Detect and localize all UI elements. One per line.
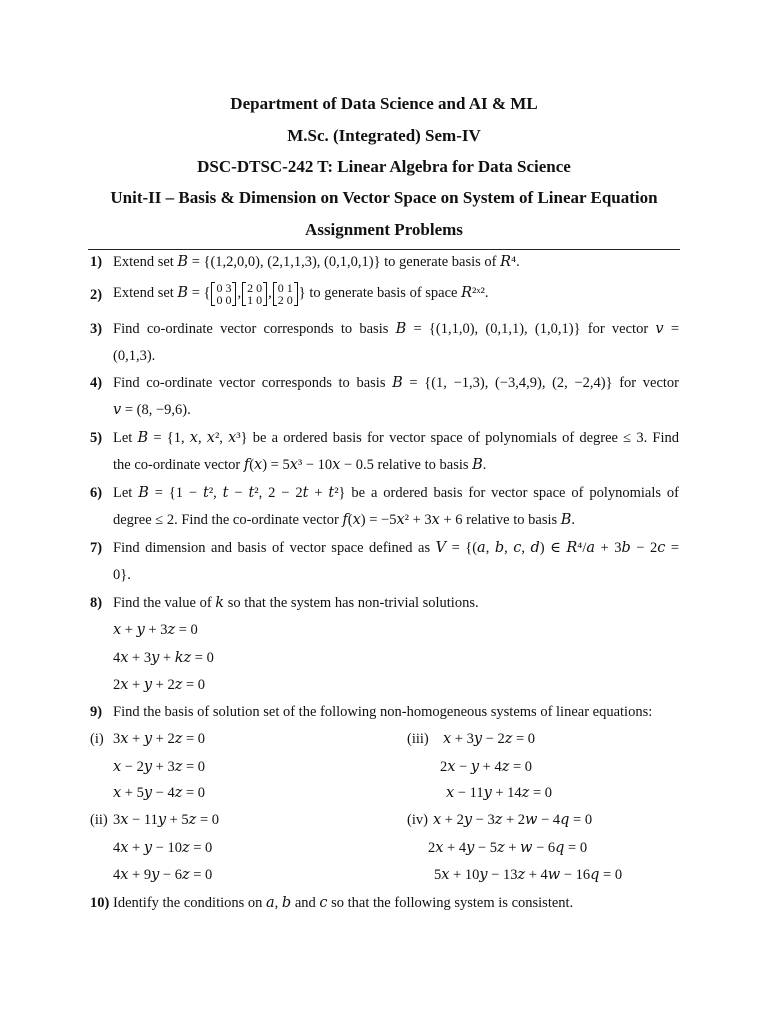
equation: 4𝑥 + 𝑦 − 10𝑧 = 0 [113,840,213,856]
matrix-row: 0 0 [216,292,232,307]
matrix-row: 0 1 [277,280,293,295]
question-4-line-2: 𝑣 = (8, −9,6). [113,402,191,418]
course-heading: DSC-DTSC-242 T: Linear Algebra for Data Science [197,157,571,176]
equation: 3𝑥 + 𝑦 + 2𝑧 = 0 [113,731,206,747]
equation: 𝑥 + 2𝑦 − 3𝑧 + 2𝑤 − 4𝑞 = 0 [433,812,593,828]
equation: 𝑥 + 5𝑦 − 4𝑧 = 0 [113,785,206,801]
equation: 𝑥 − 11𝑦 + 14𝑧 = 0 [446,785,553,801]
question-2-text: Extend set 𝐵 = { 0 3 0 0 , 2 0 1 0 , 0 1 2 0 } to generate basis of space 𝑅²ˣ². [113,280,489,307]
question-9-text: Find the basis of solution set of the following non-homogeneous systems of linear equations: [113,704,653,720]
question-number: 5) [90,430,103,446]
equation: 𝑥 + 𝑦 + 3𝑧 = 0 [113,622,198,638]
question-6-line-2: degree ≤ 2. Find the co-ordinate vector 𝑓(𝑥) = −5𝑥² + 3𝑥 + 6 relative to basis 𝐵. [113,512,576,528]
question-7-line-1: Find dimension and basis of vector space defined as 𝑉 = {(𝑎, 𝑏, 𝑐, 𝑑) ∈ 𝑅⁴/𝑎 + 3𝑏 − 2𝑐 = [113,540,679,556]
equation: 𝑥 − 2𝑦 + 3𝑧 = 0 [113,759,206,775]
equation: 2𝑥 + 4𝑦 − 5𝑧 + 𝑤 − 6𝑞 = 0 [428,840,588,856]
question-1-text: Extend set 𝐵 = {(1,2,0,0), (2,1,1,3), (0,1,0,1)} to generate basis of 𝑅⁴. [113,254,520,270]
equation: 2𝑥 − 𝑦 + 4𝑧 = 0 [440,759,533,775]
assignment-title: Assignment Problems [305,220,463,239]
question-6-line-1: Let 𝐵 = {1 − 𝑡², 𝑡 − 𝑡², 2 − 2𝑡 + 𝑡²} be a ordered basis for vector space of polynomials of [113,485,679,501]
question-number: 9) [90,704,103,720]
system-iv-label: (iv) [407,812,428,828]
department-heading: Department of Data Science and AI & ML [230,94,538,113]
equation: 5𝑥 + 10𝑦 − 13𝑧 + 4𝑤 − 16𝑞 = 0 [434,867,623,883]
matrix-3 [273,282,298,306]
system-iii-label: (iii) [407,731,429,747]
matrix-row: 2 0 [277,292,293,307]
question-number: 8) [90,595,103,611]
question-7-line-2: 0}. [113,567,131,583]
question-2-suffix: } to generate basis of space 𝑅²ˣ². [298,285,489,301]
equation: 4𝑥 + 9𝑦 − 6𝑧 = 0 [113,867,213,883]
unit-heading: Unit-II – Basis & Dimension on Vector Space on System of Linear Equation [110,188,658,207]
question-number: 4) [90,375,103,391]
system-ii-label: (ii) [90,812,108,828]
matrix-row: 1 0 [247,292,263,307]
matrix-1 [211,282,236,306]
header-divider [88,249,680,250]
equation: 𝑥 + 3𝑦 − 2𝑧 = 0 [443,731,536,747]
matrix-2 [242,282,267,306]
question-8-text: Find the value of 𝑘 so that the system has non-trivial solutions. [113,595,479,611]
equation: 2𝑥 + 𝑦 + 2𝑧 = 0 [113,677,206,693]
question-number: 2) [90,287,103,303]
question-4-line-1: Find co-ordinate vector corresponds to basis 𝐵 = {(1, −1,3), (−3,4,9), (2, −2,4)} for vector [113,375,679,391]
question-number: 7) [90,540,103,556]
question-5-line-2: the co-ordinate vector 𝑓(𝑥) = 5𝑥³ − 10𝑥 − 0.5 relative to basis 𝐵. [113,457,487,473]
question-number: 10) [90,895,110,911]
question-3-line-2: (0,1,3). [113,348,156,364]
question-2-prefix: Extend set 𝐵 = { [113,285,211,301]
equation: 3𝑥 − 11𝑦 + 5𝑧 = 0 [113,812,220,828]
question-10-text: Identify the conditions on 𝑎, 𝑏 and 𝑐 so that the following system is consistent. [113,895,574,911]
matrix-row: 0 3 [216,280,232,295]
matrix-row: 2 0 [247,280,263,295]
system-i-label: (i) [90,731,104,747]
question-5-line-1: Let 𝐵 = {1, 𝑥, 𝑥², 𝑥³} be a ordered basis for vector space of polynomials of degree ≤ 3. Find [113,430,679,446]
question-3-line-1: Find co-ordinate vector corresponds to basis 𝐵 = {(1,1,0), (0,1,1), (1,0,1)} for vector 𝑣 = [113,321,679,337]
question-number: 3) [90,321,103,337]
question-number: 1) [90,254,103,270]
question-number: 6) [90,485,103,501]
equation: 4𝑥 + 3𝑦 + 𝑘𝑧 = 0 [113,650,214,666]
program-heading: M.Sc. (Integrated) Sem-IV [287,126,481,145]
